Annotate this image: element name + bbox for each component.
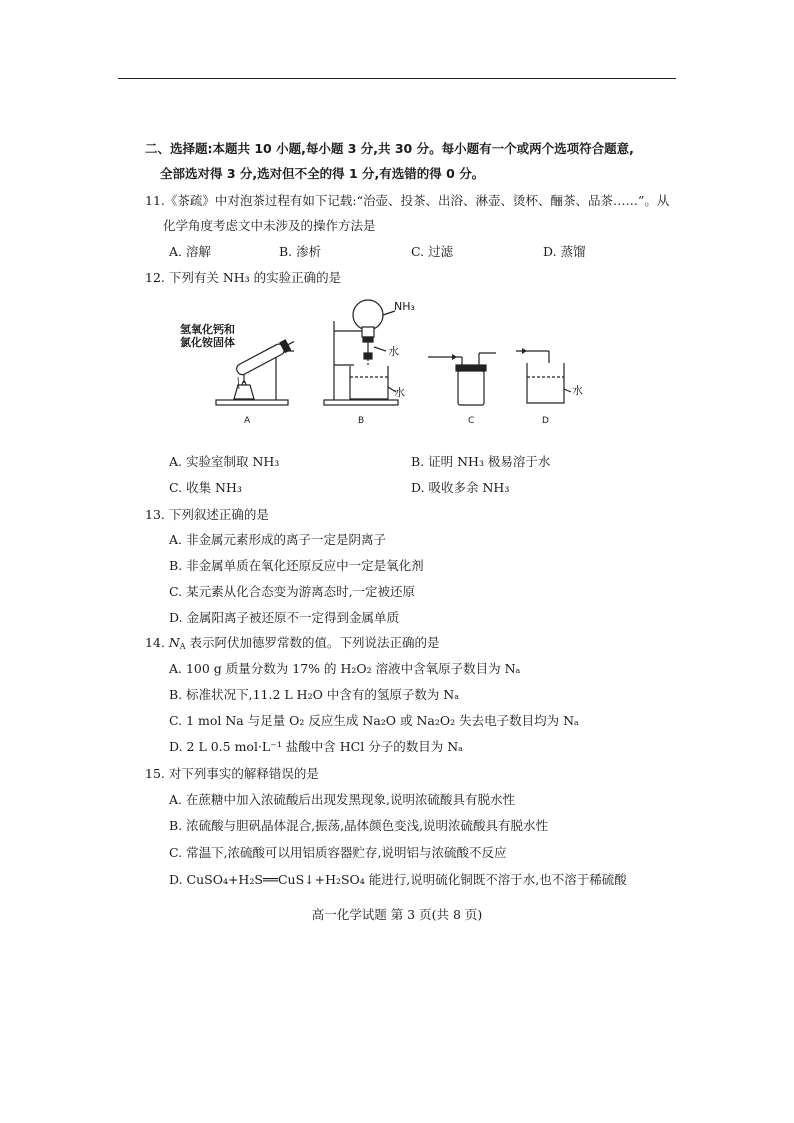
label-water-b-top: 水 — [388, 345, 399, 358]
caption-c: C — [468, 416, 475, 426]
q15-option-a: A. 在蔗糖中加入浓硫酸后出现发黑现象,说明浓硫酸具有脱水性 — [169, 792, 515, 807]
q14-option-a: A. 100 g 质量分数为 17% 的 H₂O₂ 溶液中含氧原子数目为 Nₐ — [169, 661, 521, 676]
q15-stem: 15. 对下列事实的解释错误的是 — [145, 766, 319, 781]
q11-option-a: A. 溶解 — [169, 244, 211, 259]
label-water-d: 水 — [572, 384, 583, 397]
q12-option-b: B. 证明 NH₃ 极易溶于水 — [411, 454, 551, 469]
q14-stem-text: 表示阿伏加德罗常数的值。下列说法正确的是 — [185, 635, 440, 650]
q14-option-b: B. 标准状况下,11.2 L H₂O 中含有的氢原子数为 Nₐ — [169, 687, 460, 702]
q14-option-d: D. 2 L 0.5 mol·L⁻¹ 盐酸中含 HCl 分子的数目为 Nₐ — [169, 739, 463, 754]
apparatus-d — [516, 348, 571, 403]
q11-option-d: D. 蒸馏 — [543, 244, 586, 259]
q14-option-c: C. 1 mol Na 与足量 O₂ 反应生成 Na₂O 或 Na₂O₂ 失去电子数目均为 Nₐ — [169, 713, 579, 728]
q14-na-subscript: A — [179, 642, 186, 651]
q13-option-a: A. 非金属元素形成的离子一定是阴离子 — [169, 532, 386, 547]
q15-option-c: C. 常温下,浓硫酸可以用铝质容器贮存,说明铝与浓硫酸不反应 — [169, 845, 507, 860]
label-nh3: NH₃ — [394, 300, 415, 313]
caption-a: A — [244, 416, 251, 426]
q14-stem — [145, 635, 440, 651]
q13-stem: 13. 下列叙述正确的是 — [145, 507, 269, 522]
q14-number: 14. — [145, 635, 169, 650]
caption-b: B — [358, 416, 365, 426]
caption-d: D — [542, 416, 549, 426]
q14-na-symbol: N — [168, 635, 180, 650]
q13-option-c: C. 某元素从化合态变为游离态时,一定被还原 — [169, 584, 416, 599]
label-a-line2: 氯化铵固体 — [180, 336, 235, 349]
q15-option-b: B. 浓硫酸与胆矾晶体混合,振荡,晶体颜色变浅,说明浓硫酸具有脱水性 — [169, 818, 549, 833]
page-footer: 高一化学试题 第 3 页(共 8 页) — [311, 907, 483, 922]
q12-stem: 12. 下列有关 NH₃ 的实验正确的是 — [145, 270, 342, 285]
q15-option-d: D. CuSO₄+H₂S══CuS↓+H₂SO₄ 能进行,说明硫化铜既不溶于水,也不溶于稀硫酸 — [169, 872, 627, 887]
label-water-b-bottom: 水 — [394, 386, 405, 399]
section-heading-line2: 全部选对得 3 分,选对但不全的得 1 分,有选错的得 0 分。 — [160, 166, 485, 181]
label-a-line1: 氢氧化钙和 — [180, 323, 235, 336]
apparatus-c — [428, 353, 496, 405]
section-heading-line1: 二、选择题:本题共 10 小题,每小题 3 分,共 30 分。每小题有一个或两个选项符合题意, — [145, 141, 634, 156]
q11-stem-line1: 11.《茶疏》中对泡茶过程有如下记载:“治壶、投茶、出浴、淋壶、烫杯、酾茶、品茶……”。从 — [145, 193, 670, 208]
q12-apparatus-figure — [172, 293, 602, 428]
q13-option-d: D. 金属阳离子被还原不一定得到金属单质 — [169, 610, 400, 625]
q11-option-c: C. 过滤 — [411, 244, 454, 259]
q11-stem-line2: 化学角度考虑文中未涉及的操作方法是 — [163, 218, 376, 233]
q12-option-a: A. 实验室制取 NH₃ — [169, 454, 280, 469]
q12-option-c: C. 收集 NH₃ — [169, 480, 242, 495]
header-rule — [118, 78, 676, 79]
q11-option-b: B. 渗析 — [279, 244, 322, 259]
q12-option-d: D. 吸收多余 NH₃ — [411, 480, 510, 495]
apparatus-b — [324, 300, 398, 405]
q13-option-b: B. 非金属单质在氧化还原反应中一定是氧化剂 — [169, 558, 424, 573]
